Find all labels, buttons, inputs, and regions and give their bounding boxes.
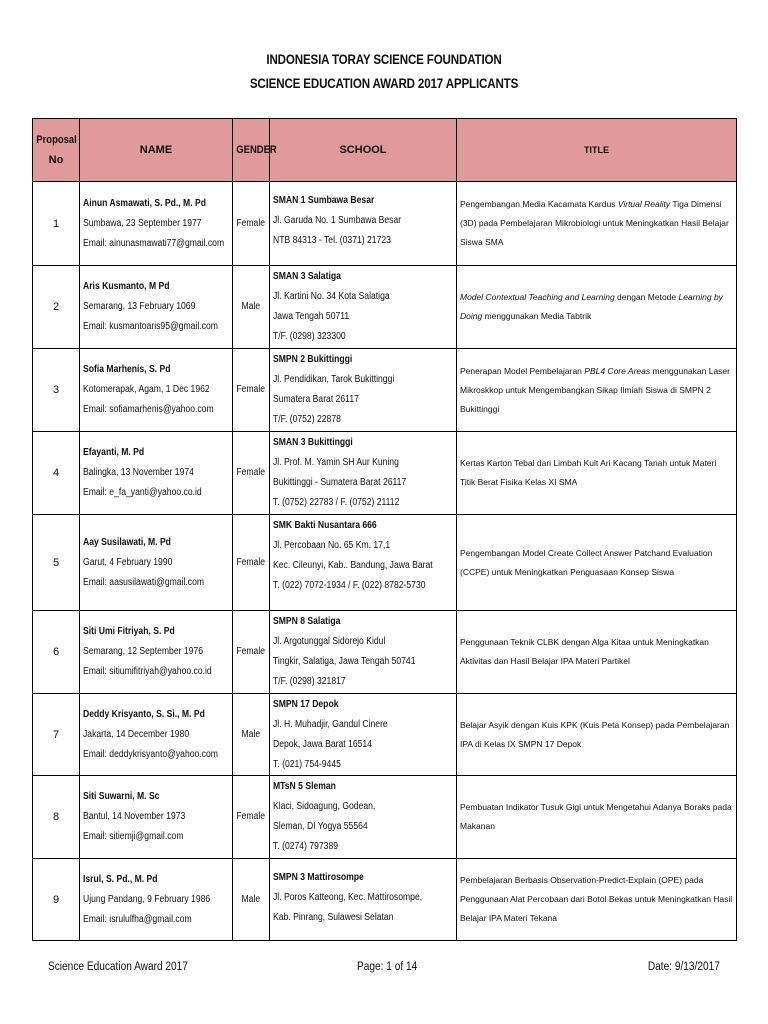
title-segment: Kertas Karton Tebal dari Limbah Kult Ari Kacang Tanah untuk Materi Titik Berat Fisika Kelas XI SMA bbox=[460, 458, 717, 487]
proposal-title bbox=[460, 454, 733, 492]
header-name: NAME bbox=[80, 119, 233, 182]
school-cell bbox=[270, 182, 457, 266]
applicant-birth: Semarang, 12 September 1976 bbox=[83, 646, 204, 657]
title-segment: Pengembangan Media Kacamata Kardus bbox=[460, 199, 618, 209]
gender-cell bbox=[233, 182, 270, 266]
school-address-line: NTB 84313 - Tel. (0371) 21723 bbox=[273, 235, 391, 246]
school-address-line: Jawa Tengah 50711 bbox=[273, 311, 350, 322]
school-address-line: Jl. Percobaan No. 65 Km. 17,1 bbox=[273, 540, 391, 551]
applicant-name: Efayanti, M. Pd bbox=[83, 447, 145, 458]
proposal-title bbox=[460, 871, 733, 928]
title-line-1: INDONESIA TORAY SCIENCE FOUNDATION bbox=[266, 52, 502, 67]
school-address-line: Tingkir, Salatiga, Jawa Tengah 50741 bbox=[273, 656, 416, 667]
school-cell bbox=[270, 694, 457, 776]
applicant-birth: Semarang, 13 February 1069 bbox=[83, 301, 196, 312]
applicant-name: Deddy Krisyanto, S. Si., M. Pd bbox=[83, 708, 205, 720]
school-name: SMAN 1 Sumbawa Besar bbox=[273, 195, 375, 206]
school-address-line: Jl. Pendidikan, Tarok Bukittinggi bbox=[273, 374, 395, 385]
school-address-line: T. (0274) 797389 bbox=[273, 841, 339, 852]
proposal-title bbox=[460, 288, 733, 326]
school-cell bbox=[270, 349, 457, 432]
applicant-cell bbox=[80, 611, 233, 694]
school-name: SMAN 3 Bukittinggi bbox=[273, 437, 353, 448]
applicant-birth: Jakarta, 14 December 1980 bbox=[83, 728, 190, 740]
applicant-name: Ainun Asmawati, S. Pd., M. Pd bbox=[83, 197, 206, 209]
school-name: SMAN 3 Salatiga bbox=[273, 271, 341, 282]
proposal-number: 7 bbox=[33, 694, 80, 776]
document-title bbox=[54, 48, 714, 96]
proposal-title bbox=[460, 362, 733, 419]
proposal-number: 8 bbox=[33, 776, 80, 859]
proposal-number: 9 bbox=[33, 859, 80, 941]
school-address-line: T/F. (0752) 22878 bbox=[273, 414, 341, 425]
school-address-line: Kab. Pinrang, Sulawesi Selatan bbox=[273, 912, 394, 923]
applicant-birth: Ujung Pandang, 9 February 1986 bbox=[83, 893, 211, 905]
gender-cell bbox=[233, 266, 270, 349]
school-address-line: Sumatera Barat 26117 bbox=[273, 394, 359, 405]
school-cell bbox=[270, 515, 457, 611]
applicant-gender: Female bbox=[236, 384, 266, 395]
school-address-line: Klaci, Sidoagung, Godean, bbox=[273, 801, 376, 812]
applicant-birth: Balingka, 13 November 1974 bbox=[83, 467, 194, 478]
proposal-title-cell bbox=[457, 432, 737, 515]
proposal-title-cell bbox=[457, 859, 737, 941]
title-segment: Penggunaan Teknik CLBK dengan Alga Kitaa untuk Meningkatkan Aktivitas dan Hasil Belajar IPA Materi Partikel bbox=[460, 637, 709, 666]
proposal-number: 6 bbox=[33, 611, 80, 694]
school-address-line: Depok, Jawa Barat 16514 bbox=[273, 739, 372, 750]
applicant-email: Email: sitiemji@gmail.com bbox=[83, 831, 184, 842]
applicant-email: Email: aasusilawati@gmail.com bbox=[83, 576, 205, 588]
applicant-email: Email: sofiamarhenis@yahoo.com bbox=[83, 404, 214, 415]
applicant-cell bbox=[80, 432, 233, 515]
title-line-2: SCIENCE EDUCATION AWARD 2017 APPLICANTS bbox=[249, 76, 519, 91]
title-italic-segment: Learning by Doing bbox=[460, 292, 723, 321]
gender-cell bbox=[233, 776, 270, 859]
header-title: TITLE bbox=[457, 119, 737, 182]
applicant-gender: Female bbox=[236, 811, 266, 822]
gender-cell bbox=[233, 859, 270, 941]
applicant-gender: Male bbox=[241, 728, 261, 740]
school-cell bbox=[270, 859, 457, 941]
table-row bbox=[33, 776, 737, 859]
school-cell bbox=[270, 266, 457, 349]
applicant-cell bbox=[80, 776, 233, 859]
proposal-title-cell bbox=[457, 266, 737, 349]
gender-cell bbox=[233, 611, 270, 694]
applicant-gender: Male bbox=[241, 301, 261, 312]
proposal-title-cell bbox=[457, 611, 737, 694]
applicant-cell bbox=[80, 515, 233, 611]
gender-cell bbox=[233, 694, 270, 776]
gender-cell bbox=[233, 349, 270, 432]
applicants-table bbox=[32, 118, 737, 941]
title-segment: Tiga Dimensi (3D) pada Pembelajaran Mikrobiologi untuk Meningkatkan Hasil Belajar Siswa SMA bbox=[460, 199, 729, 247]
table-row bbox=[33, 266, 737, 349]
school-address-line: T. (021) 754-9445 bbox=[273, 759, 341, 770]
applicant-email: Email: kusmantoaris95@gmail.com bbox=[83, 321, 218, 332]
title-segment: Pembuatan Indikator Tusuk Gigi untuk Mengetahui Adanya Boraks pada Makanan bbox=[460, 802, 732, 831]
gender-cell bbox=[233, 515, 270, 611]
title-segment: Pembelajaran Berbasis Observation-Predict-Explain (OPE) pada Penggunaan Alat Percobaan dari Botol Bekas untuk Meningkatkan Hasil Belajar IPA Materi Tekana bbox=[460, 875, 733, 923]
footer-date: Date: 9/13/2017 bbox=[647, 961, 720, 973]
header-school: SCHOOL bbox=[270, 119, 457, 182]
title-italic-segment: Model Contextual Teaching and Learning bbox=[460, 292, 615, 302]
school-cell bbox=[270, 432, 457, 515]
table-row bbox=[33, 349, 737, 432]
school-address-line: T/F. (0298) 323300 bbox=[273, 331, 346, 342]
footer-left: Science Education Award 2017 bbox=[48, 961, 188, 973]
proposal-title bbox=[460, 195, 733, 252]
school-name: SMPN 17 Depok bbox=[273, 699, 339, 710]
proposal-title-cell bbox=[457, 694, 737, 776]
header-no-line2: No bbox=[48, 154, 64, 166]
school-address-line: T/F. (0298) 321817 bbox=[273, 676, 346, 687]
title-segment: menggunakan Media Tabtrik bbox=[482, 311, 592, 321]
proposal-title-cell bbox=[457, 349, 737, 432]
table-row bbox=[33, 515, 737, 611]
proposal-number: 1 bbox=[33, 182, 80, 266]
table-body bbox=[33, 182, 737, 941]
applicant-name: Siti Umi Fitriyah, S. Pd bbox=[83, 626, 175, 637]
applicant-gender: Male bbox=[241, 893, 261, 905]
proposal-title bbox=[460, 633, 733, 671]
applicant-gender: Female bbox=[236, 217, 266, 229]
header-proposal-no bbox=[33, 119, 80, 182]
school-address-line: Bukittinggi - Sumatera Barat 26117 bbox=[273, 477, 407, 488]
title-segment: Belajar Asyik dengan Kuis KPK (Kuis Peta Konsep) pada Pembelajaran IPA di Kelas IX SMPN 17 Depok bbox=[460, 719, 730, 749]
table-header-row bbox=[33, 119, 737, 182]
applicant-gender: Female bbox=[236, 556, 266, 568]
school-address-line: Jl. Poros Katteong, Kec. Mattirosompe, bbox=[273, 892, 423, 903]
applicant-cell bbox=[80, 266, 233, 349]
proposal-title bbox=[460, 716, 733, 754]
title-segment: menggunakan Laser Mikroskkop untuk Mengembangkan Sikap Ilmiah Siswa di SMPN 2 Bukittinggi bbox=[460, 365, 730, 414]
applicant-birth: Kotomerapak, Agam, 1 Dec 1962 bbox=[83, 384, 210, 395]
table-row bbox=[33, 611, 737, 694]
applicant-cell bbox=[80, 349, 233, 432]
proposal-title-cell bbox=[457, 515, 737, 611]
proposal-number: 2 bbox=[33, 266, 80, 349]
applicant-email: Email: sitiumifitriyah@yahoo.co.id bbox=[83, 666, 212, 677]
applicant-birth: Sumbawa, 23 September 1977 bbox=[83, 217, 202, 229]
school-address-line: Jl. Argotunggal Sidorejo Kidul bbox=[273, 636, 386, 647]
proposal-number: 5 bbox=[33, 515, 80, 611]
school-address-line: T. (022) 7072-1934 / F. (022) 8782-5730 bbox=[273, 580, 426, 591]
school-address-line: Jl. H. Muhadjir, Gandul Cinere bbox=[273, 719, 388, 730]
school-name: SMPN 2 Bukittinggi bbox=[273, 354, 353, 365]
school-name: SMK Bakti Nusantara 666 bbox=[273, 520, 377, 531]
school-address-line: Jl. Kartini No. 34 Kota Salatiga bbox=[273, 291, 390, 302]
applicant-cell bbox=[80, 859, 233, 941]
title-italic-segment: PBL4 Core Areas bbox=[584, 365, 651, 376]
proposal-number: 3 bbox=[33, 349, 80, 432]
applicant-email: Email: deddykrisyanto@yahoo.com bbox=[83, 748, 218, 760]
gender-cell bbox=[233, 432, 270, 515]
school-cell bbox=[270, 776, 457, 859]
applicant-cell bbox=[80, 694, 233, 776]
title-segment: Pengembangan Model Create Collect Answer Patchand Evaluation (CCPE) untuk Meningkatkan Penguasaan Konsep Siswa bbox=[460, 547, 713, 577]
school-address-line: Jl. Prof. M. Yamin SH Aur Kuning bbox=[273, 457, 399, 468]
proposal-title bbox=[460, 798, 733, 836]
applicant-gender: Female bbox=[236, 467, 266, 478]
proposal-title bbox=[460, 544, 733, 582]
proposal-title-cell bbox=[457, 776, 737, 859]
title-segment: Penerapan Model Pembelajaran bbox=[460, 365, 585, 376]
proposal-number: 4 bbox=[33, 432, 80, 515]
school-address-line: T. (0752) 22783 / F. (0752) 21112 bbox=[273, 497, 400, 508]
school-cell bbox=[270, 611, 457, 694]
header-gender bbox=[233, 119, 277, 182]
header-no-line1: Proposal bbox=[36, 134, 77, 146]
table-row bbox=[33, 859, 737, 941]
applicant-name: Aay Susilawati, M. Pd bbox=[83, 536, 171, 548]
school-name: MTsN 5 Sleman bbox=[273, 781, 336, 792]
applicant-name: Sofia Marhenis, S. Pd bbox=[83, 364, 171, 375]
footer-page-number: Page: 1 of 14 bbox=[357, 961, 418, 973]
applicant-gender: Female bbox=[236, 646, 266, 657]
title-italic-segment: Virtual Reality bbox=[617, 199, 671, 209]
applicant-name: Aris Kusmanto, M Pd bbox=[83, 281, 170, 292]
applicant-email: Email: ainunasmawati77@gmail.com bbox=[83, 237, 225, 249]
school-name: SMPN 8 Salatiga bbox=[273, 616, 341, 627]
header-gender-label: GENDER bbox=[236, 144, 277, 156]
table-row bbox=[33, 182, 737, 266]
applicant-cell bbox=[80, 182, 233, 266]
applicant-birth: Garut, 4 February 1990 bbox=[83, 556, 173, 568]
applicant-email: Email: e_fa_yanti@yahoo.co.id bbox=[83, 487, 202, 498]
school-name: SMPN 3 Mattirosompe bbox=[273, 872, 364, 883]
school-address-line: Kec. Cileunyi, Kab.. Bandung, Jawa Barat bbox=[273, 560, 433, 571]
table-row bbox=[33, 432, 737, 515]
applicant-birth: Bantul, 14 November 1973 bbox=[83, 811, 186, 822]
title-segment: dengan Metode bbox=[614, 292, 679, 302]
school-address-line: Jl. Garuda No. 1 Sumbawa Besar bbox=[273, 215, 402, 226]
applicant-name: Isrul, S. Pd., M. Pd bbox=[83, 873, 158, 885]
applicant-name: Siti Suwarni, M. Sc bbox=[83, 791, 160, 802]
school-address-line: Sleman, DI Yogya 55564 bbox=[273, 821, 368, 832]
table-row bbox=[33, 694, 737, 776]
proposal-title-cell bbox=[457, 182, 737, 266]
applicant-email: Email: isrululfha@gmail.com bbox=[83, 913, 192, 925]
